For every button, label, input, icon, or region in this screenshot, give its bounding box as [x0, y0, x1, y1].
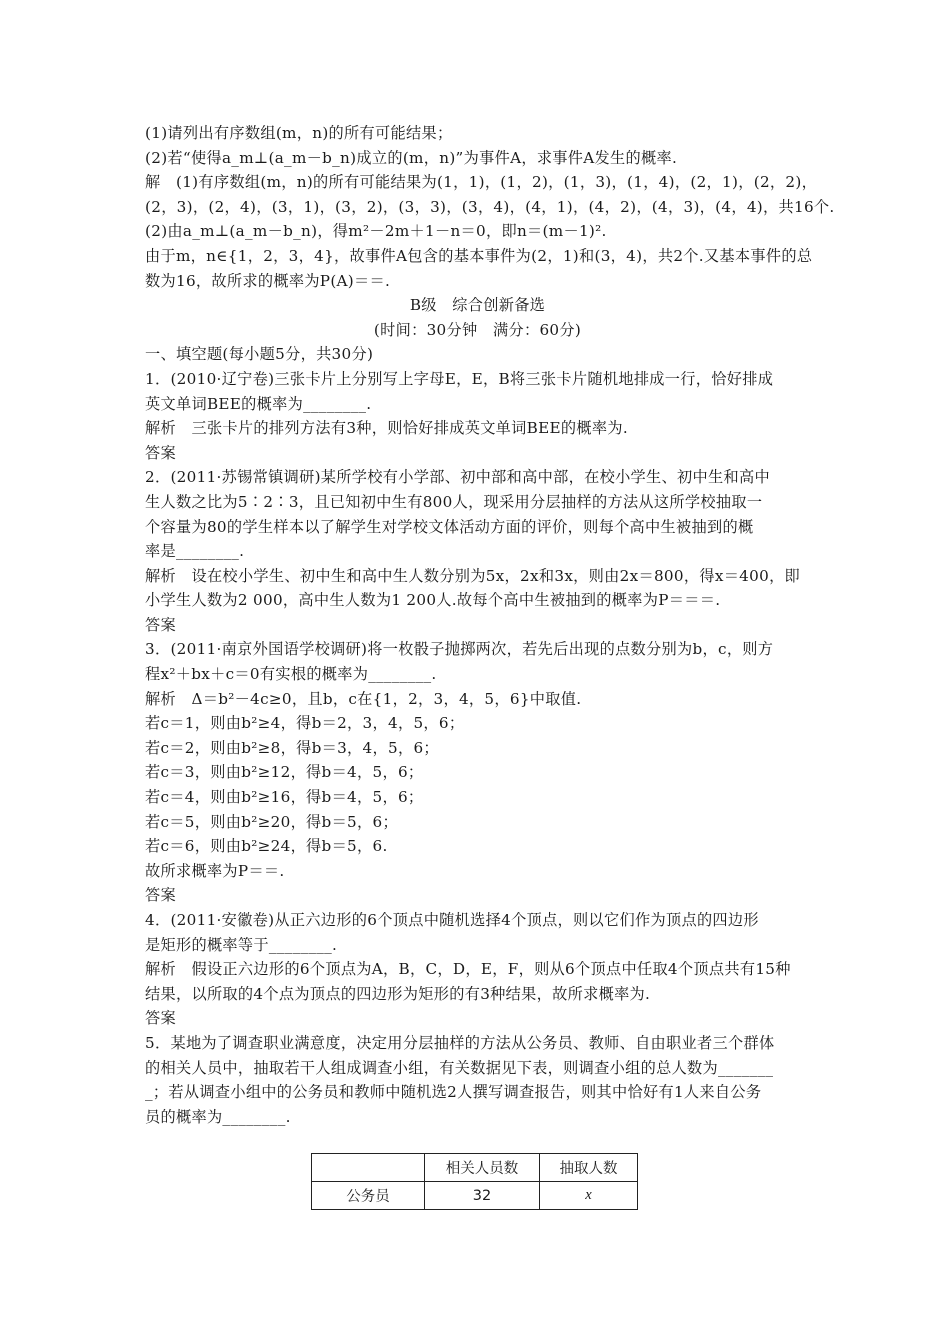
text-line: _；若从调查小组中的公务员和教师中随机选2人撰写调查报告，则其中恰好有1人来自公务: [145, 1083, 762, 1102]
text-line: 程x²＋bx＋c＝0有实根的概率为________.: [145, 665, 437, 684]
document-page: [145, 121, 835, 1129]
text-line: 是矩形的概率等于________.: [145, 935, 338, 954]
text-line: 若c＝2，则由b²≥8，得b＝3，4，5，6；: [145, 738, 439, 757]
text-line: 若c＝1，则由b²≥4，得b＝2，3，4，5，6；: [145, 714, 465, 733]
table-cell: 32: [425, 1182, 540, 1210]
section-title: B级 综合创新备选: [409, 296, 546, 315]
text-line: 5．某地为了调查职业满意度，决定用分层抽样的方法从公务员、教师、自由职业者三个群体: [145, 1033, 775, 1052]
table-header-row: [312, 1154, 638, 1182]
text-line: 若c＝4，则由b²≥16，得b＝4，5，6；: [145, 788, 424, 807]
text-line: 生人数之比为5∶2∶3，且已知初中生有800人，现采用分层抽样的方法从这所学校抽取一: [145, 492, 763, 511]
text-line: 结果，以所取的4个点为顶点的四边形为矩形的有3种结果，故所求概率为.: [145, 984, 651, 1003]
data-table: [311, 1153, 638, 1210]
text-line: 若c＝5，则由b²≥20，得b＝5，6；: [145, 812, 398, 831]
text-line: 率是________.: [145, 542, 245, 561]
table-cell: x: [540, 1182, 638, 1210]
text-line: (1)请列出有序数组(m，n)的所有可能结果；: [145, 124, 453, 142]
answer-label: 答案: [145, 886, 176, 905]
table-header-cell: [312, 1154, 425, 1182]
table-header-cell: 抽取人数: [540, 1154, 638, 1182]
text-line: 解 (1)有序数组(m，n)的所有可能结果为(1，1)，(1，2)，(1，3)，(1，4)，(2，1)，(2，2)，: [145, 173, 818, 192]
answer-label: 答案: [145, 1009, 176, 1028]
text-line: 小学生人数为2 000，高中生人数为1 200人.故每个高中生被抽到的概率为P＝＝＝.: [145, 591, 721, 610]
text-line: 一、填空题(每小题5分，共30分): [145, 345, 374, 364]
text-line: 若c＝6，则由b²≥24，得b＝5，6.: [145, 837, 388, 856]
text-line: 若c＝3，则由b²≥12，得b＝4，5，6；: [145, 763, 424, 782]
table-header-cell: 相关人员数: [425, 1154, 540, 1182]
text-line: (2)由a_m⊥(a_m－b_n)，得m²－2m＋1－n＝0，即n＝(m－1)².: [145, 222, 607, 241]
table-cell: 公务员: [312, 1182, 425, 1210]
section-subtitle: (时间：30分钟 满分：60分): [373, 320, 582, 339]
text-line: 由于m，n∈{1，2，3，4}，故事件A包含的基本事件为(2，1)和(3，4)，共2个.又基本事件的总: [145, 246, 813, 265]
text-line: 解析 假设正六边形的6个顶点为A，B，C，D，E，F，则从6个顶点中任取4个顶点共有15种: [145, 960, 791, 979]
text-line: 英文单词BEE的概率为________.: [145, 394, 372, 413]
answer-label: 答案: [145, 443, 176, 462]
problem-continuation: [145, 121, 835, 293]
text-line: 1．(2010·辽宁卷)三张卡片上分别写上字母E，E，B将三张卡片随机地排成一行，恰好排成: [145, 369, 774, 388]
text-line: 数为16，故所求的概率为P(A)＝＝.: [145, 271, 391, 290]
table-row: [312, 1182, 638, 1210]
text-line: 2．(2011·苏锡常镇调研)某所学校有小学部、初中部和高中部，在校小学生、初中生和高中: [145, 468, 770, 487]
text-line: 4．(2011·安徽卷)从正六边形的6个顶点中随机选择4个顶点，则以它们作为顶点的四边形: [145, 911, 759, 929]
text-line: 解析 设在校小学生、初中生和高中生人数分别为5x，2x和3x，则由2x＝800，得x＝400，即: [145, 566, 801, 585]
text-line: 故所求概率为P＝＝.: [145, 861, 285, 880]
text-line: 解析 Δ＝b²－4c≥0，且b，c在{1，2，3，4，5，6}中取值.: [145, 689, 582, 708]
exercise-body: [145, 342, 810, 1129]
text-line: (2)若“使得a_m⊥(a_m－b_n)成立的(m，n)”为事件A，求事件A发生的概率.: [145, 148, 678, 167]
text-line: 个容量为80的学生样本以了解学生对学校文体活动方面的评价，则每个高中生被抽到的概: [145, 517, 754, 536]
text-line: 3．(2011·南京外国语学校调研)将一枚骰子抛掷两次，若先后出现的点数分别为b，c，则方: [145, 640, 774, 659]
answer-label: 答案: [145, 615, 176, 634]
text-line: 的相关人员中，抽取若干人组成调查小组，有关数据见下表，则调查小组的总人数为_______: [145, 1058, 774, 1077]
text-line: 解析 三张卡片的排列方法有3种，则恰好排成英文单词BEE的概率为.: [145, 419, 628, 438]
text-line: 员的概率为________.: [145, 1107, 291, 1126]
text-line: (2，3)，(2，4)，(3，1)，(3，2)，(3，3)，(3，4)，(4，1)，(4，2)，(4，3)，(4，4)，共16个.: [145, 197, 835, 216]
